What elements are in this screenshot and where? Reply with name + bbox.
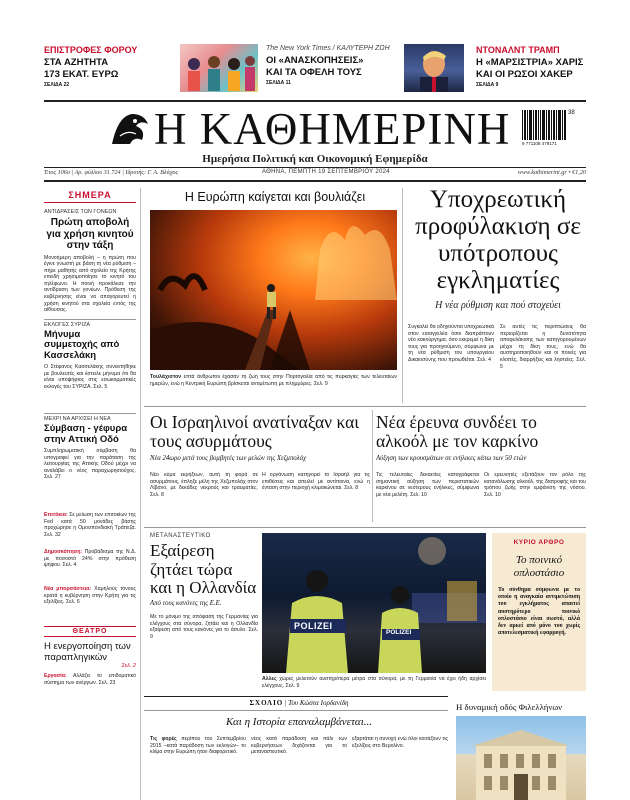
sidebar-bullet-2-text: Προβάδισμα της Ν.Δ. με ποσοστό 24% στην πρόθεση ψήφου. Σελ. 4 [44, 549, 136, 569]
mid-rule [144, 406, 586, 407]
comment-sub-rule [144, 710, 448, 711]
dateline-year: Έτος 106ο [44, 169, 70, 176]
opinion-title: Το ποινικό οπλοστάσιο [513, 554, 565, 579]
lead-deck: Η νέα ρύθμιση και πού στοχεύει [435, 300, 561, 311]
police-scene-icon [262, 533, 486, 673]
teaser-left-line2: 173 ΕΚΑΤ. ΕΥΡΩ [44, 69, 119, 80]
cancer-col-2: Οι ερευνητές εξετάζουν τον ρόλο της κατανάλωσης αλκοόλ, της διατροφής και του τρόπου ζωής στην εμφάνιση της νόσου. Σελ. 10 [484, 472, 586, 498]
israel-col-2: Η οργάνωση κατηγορεί το Ισραήλ για τις επιθέσεις και απειλεί με αντίποινα, ενώ η ένταση στην περιοχή κλιμακώνεται. Σελ. 8 [262, 472, 370, 492]
comment-col-1-text: περίπου του Σεπτεμβρίου 2015 –κατά παράδοση των εκλογών– το κλίμα στην Ευρώπη ήταν διαφορετικό. [150, 736, 246, 756]
barcode-number: 38 [568, 110, 575, 116]
sidebar [44, 190, 136, 713]
sidebar-separator [140, 188, 141, 800]
sidebar-header: ΣΗΜΕΡΑ [44, 190, 136, 203]
teaser-right-line1: Η «ΜΑΡΣΙΣΤΡΙΑ» ΧΑΡΙΣ [476, 57, 584, 68]
teaser-middle[interactable] [266, 45, 416, 86]
teaser-right-image [404, 44, 464, 92]
sidebar-bullet-3-lead: Νέα μπορσάστεια: [44, 586, 92, 592]
sidebar-bullet[interactable] [44, 512, 136, 546]
price: €1,20 [572, 169, 586, 176]
sidebar-bullet[interactable] [44, 586, 136, 620]
dateline-top-rule [44, 167, 586, 168]
lead-headline[interactable]: Υποχρεωτική προφύλακιση σε υπότροπους εγκληματίες [415, 186, 581, 294]
masthead-subtitle: Ημερήσια Πολιτική και Οικονομική Εφημερίδα [202, 153, 428, 165]
migration-headline[interactable]: Εξαίρεση ζητάει τώρα και η Ολλανδία [150, 541, 257, 597]
comment-headline[interactable]: Και η Ιστορία επαναλαμβάνεται... [225, 716, 372, 728]
teaser-middle-line2: ΚΑΙ ΤΑ ΟΦΕΛΗ ΤΟΥΣ [266, 67, 362, 78]
teaser-right-kicker: ΝΤΟΝΑΛΝΤ ΤΡΑΜΠ [476, 45, 560, 55]
cancer-deck: Αύξηση των κρουσμάτων σε ενήλικες κάτω των 50 ετών [376, 455, 527, 462]
sidebar-s1-kicker: ΑΝΤΙΔΡΑΣΕΙΣ ΤΩΝ ΓΟΝΕΩΝ [44, 209, 117, 215]
teaser-right-line2: ΚΑΙ ΟΙ ΡΩΣΟΙ ΧΑΚΕΡ [476, 69, 573, 80]
sidebar-bullet[interactable] [44, 549, 136, 583]
police-caption-lead: Αλλες [262, 676, 277, 682]
thumb-title[interactable]: Η δυναμική οδός Φιλελλήνων [456, 702, 563, 712]
lead-col-1: Συγκαλεί θα οδηγούνται υποχρεωτικά στον εισαγγελέα όσοι διαπράττουν νέο κακούργημα, όσο εκκρεμεί η δίκη τους για προηγούμενο, σύμφωνα με τη νέα ρύθμιση του υπουργείου Δικαιοσύνης που προωθείται. Σελ. 4 [408, 324, 494, 363]
teaser-right[interactable] [476, 45, 616, 88]
israel-headline[interactable]: Οι Ισραηλινοί ανατίναξαν και τους ασυρμάτους [150, 412, 359, 451]
sidebar-s2-kicker: ΕΚΛΟΓΕΣ ΣΥΡΙΖΑ [44, 319, 136, 328]
illustration-people-icon [180, 44, 258, 92]
dateline-issue: Αρ. φύλλου 31.724 [74, 169, 121, 176]
sidebar-s5[interactable] [44, 673, 136, 713]
dateline-bottom-rule [44, 180, 586, 182]
masthead-title: Η ΚΑΘΗΜΕΡΙΝΗ [154, 104, 511, 154]
police-label-left: POLIZEI [294, 621, 333, 631]
wildfire-scene-icon [150, 210, 397, 370]
sidebar-s3-title[interactable]: Σύμβαση - γέφυρα στην Αττική Οδό [44, 423, 128, 445]
fire-headline[interactable]: Η Ευρώπη καίγεται και βουλιάζει [184, 190, 366, 204]
teaser-left-page: ΣΕΛΙΔΑ 22 [44, 82, 70, 88]
cancer-headline[interactable]: Νέα έρευνα συνδέει το αλκοόλ με τον καρκίνο [376, 412, 539, 451]
opinion-box[interactable] [492, 533, 586, 691]
fire-caption-lead: Τουλάχιστον [150, 374, 182, 380]
comment-header: ΣΧΟΛΙΟ [249, 699, 284, 707]
comment-col-2: νέος κατά παράδοση και πάλι των κυβερνήσεων διχάζονται για το μεταναστευτικό. [251, 736, 347, 756]
comment-author: Του Κώστα Ιορδανίδη [288, 699, 349, 707]
thumb-photo [456, 716, 586, 800]
teaser-middle-page: ΣΕΛΙΔΑ 11 [266, 80, 291, 86]
opinion-label: ΚΥΡΙΟ ΑΡΘΡΟ [513, 539, 565, 546]
fire-photo [150, 210, 397, 370]
sidebar-bullet-2-lead: Δημοσκόπηση: [44, 549, 83, 555]
website[interactable]: www.kathimerini.gr [517, 169, 567, 176]
teaser-middle-line1: ΟΙ «ΑΝΑΣΚΟΠΗΣΕΙΣ» [266, 55, 364, 66]
sidebar-s5-lead: Εργασία: [44, 673, 67, 679]
teaser-right-page: ΣΕΛΙΔΑ 9 [476, 82, 499, 88]
theatre-title[interactable]: Η ενεργοποίηση των παραπληγικών [44, 641, 131, 663]
teaser-left-kicker: ΕΠΙΣΤΡΟΦΕΣ ΦΟΡΟΥ [44, 45, 138, 55]
top-rule [44, 100, 586, 102]
comment-col-3: εξαρτάται η συνοχή ενώ όλοι κοιτάζουν τις εξελίξεις στο Βερολίνο. [352, 736, 448, 749]
lower-rule [144, 527, 586, 528]
theatre-header: ΘΕΑΤΡΟ [44, 626, 136, 637]
sidebar-bullet-1-text: Σε μείωση των επιτοκίων της Fed κατά 50 μονάδες βάσης προχώρησε η Ομοσπονδιακή Τράπεζα. Σελ. 32 [44, 512, 136, 538]
theatre-page: Σελ. 2 [121, 663, 136, 669]
barcode [522, 110, 582, 150]
dateline-founder: Ιδρυτής: Γ. Α. Βλάχος [125, 169, 179, 176]
comment-lead: Τις φορές [150, 736, 177, 742]
migration-text: Με το μόνιμο της απόφαση της Γερμανίας για ελέγχους στα σύνορα, ζητάει και η Ολλανδία εξαίρεση από τους κανόνες για το άσυλο. Σελ. 9 [150, 614, 258, 640]
teaser-middle-kicker: The New York Times / ΚΑΛΥΤΕΡΗ ΖΩΗ [266, 45, 390, 52]
comment-col-1 [150, 736, 246, 796]
sidebar-bullet-3-text: Χαμηλούς τόνους κρατά η κυβέρνηση στην Κρήτη για τις εξελίξεις. Σελ. 6 [44, 586, 136, 606]
lead-col-2: Σε αυτές τις περιπτώσεις θα περιορίζεται η δυνατότητα αποφυλάκισης των κατηγορουμένων μέχρι τη δίκη τους, ενώ θα αυστηροποιηθούν και οι ποινές για κλοπές, διαρρήξεις και ληστείες. Σελ. 5 [500, 324, 586, 370]
sidebar-bullet-1-lead: Επιτόκια: [44, 512, 68, 518]
sidebar-s2-title[interactable]: Μήνυμα συμμετοχής από Κασσελάκη [44, 328, 120, 361]
sidebar-s1-title[interactable]: Πρώτη αποβολή για χρήση κινητού στην τάξη [46, 217, 134, 251]
migration-kicker: ΜΕΤΑΝΑΣΤΕΥΤΙΚΟ [150, 533, 211, 539]
police-photo [262, 533, 486, 673]
cancer-separator [372, 410, 373, 522]
fire-caption [150, 374, 397, 400]
teaser-left[interactable] [44, 45, 164, 88]
sidebar-s3-kicker: ΜΕΧΡΙ ΝΑ ΑΡΧΙΣΕΙ Η ΝΕΑ [44, 413, 136, 422]
dateline-date: ΑΘΗΝΑ, ΠΕΜΠΤΗ 19 ΣΕΠΤΕΜΒΡΙΟΥ 2024 [262, 169, 390, 175]
comment-top-rule [144, 696, 448, 697]
migration-deck: Από τους κανόνες της Ε.Ε. [150, 600, 222, 607]
barcode-icon [522, 110, 566, 140]
fire-caption-text: επτά άνθρωποι έχασαν τη ζωή τους στην Πορτογαλία από τις πυρκαγιές των τελευταίων ημερών, ενώ η Κεντρική Ευρώπη βρίσκεται αντιμέτωπη με πλημμύρες. Σελ. 9 [150, 374, 397, 387]
police-caption [262, 676, 486, 690]
sidebar-s5-text: Αλλάζει το επιδοματικό σύστημα των ανέργων. Σελ. 23 [44, 673, 136, 686]
cancer-col-1: Τις τελευταίες δεκαετίες καταγράφεται σημαντική αύξηση των περιστατικών καρκίνου σε νεότερους ενήλικες, σύμφωνα με νέα μελέτη. Σελ. 10 [376, 472, 479, 498]
sidebar-s3-text: Συμπληρωματική σύμβαση θα υπογραφεί για την παράταση της λειτουργίας της Αττικής Οδού μέχρι να αναλάβει ο νέος παραχωρησιούχος. Σελ. 27 [44, 448, 136, 481]
police-label-right: POLIZEI [386, 629, 412, 636]
sidebar-s1-text: Μονοήμερη αποβολή – η πρώτη που έγινε γνωστή με βάση τη νέα ρύθμιση – πήρε μαθητής από σχολείο της Κρήτης επειδή χρησιμοποίησε το κινητό του τηλέφωνο. Η ποινή προκάλεσε την αντίδραση των γονέων. Πρόθεση της κυβέρνησης είναι να απαγορευτεί η χρήση κινητού στα σχολεία εντός της αίθουσας. [44, 254, 136, 314]
israel-col-1: Νέο κύμα εκρήξεων, αυτή τη φορά σε ασυρμάτους, έπληξε μέλη της Χεζμπολάχ στον Λίβανο, με δεκάδες νεκρούς και τραυματίες. Σελ. 8 [150, 472, 258, 498]
israel-deck: Νέα 24ωρο μετά τους βομβητές των μελών της Χεζμπολάχ [150, 455, 307, 462]
sidebar-s2-text: Ο Στέφανος Κασσελάκης συναντήθηκε με βουλευτές και έστειλε μήνυμα ότι θα είναι υποψήφιος στις εσωκομματικές εκλογές του ΣΥΡΙΖΑ. Σελ. 5 [44, 364, 136, 390]
police-caption-text: χώρες μελετούν αυστηρότερα μέτρα στα σύνορα, με τη Γερμανία να έχει ήδη αρχίσει ελέγχους. Σελ. 9 [262, 676, 486, 689]
lead-separator [402, 188, 403, 403]
comment-bar: ΣΧΟΛΙΟ | Του Κώστα Ιορδανίδη [249, 699, 349, 707]
dateline: Έτος 106ο | Αρ. φύλλου 31.724 | Ιδρυτής: Γ. Α. Βλάχος ΑΘΗΝΑ, ΠΕΜΠΤΗ 19 ΣΕΠΤΕΜΒΡΙΟΥ 2024 www.kathimerini.gr • €1,20 [44, 169, 586, 176]
building-icon [456, 716, 586, 800]
opinion-text: Το σύνθημα σύμφωνα με το οποίο η αναγκαία αντιμετώπιση του εγκλήματος απαιτεί αυστηρότερο ποινικό οπλοστάσιο είναι σωστό, αλλά δεν αρκεί από μόνο του χωρίς αποτελεσματική εφαρμογή. [498, 587, 580, 637]
portrait-trump-icon [404, 44, 464, 92]
barcode-digits: 9 771108 479171 [522, 141, 557, 146]
teaser-left-line1: ΣΤΑ ΑΖΗΤΗΤΑ [44, 57, 109, 68]
owl-logo-icon [108, 110, 152, 148]
teaser-middle-image [180, 44, 258, 92]
